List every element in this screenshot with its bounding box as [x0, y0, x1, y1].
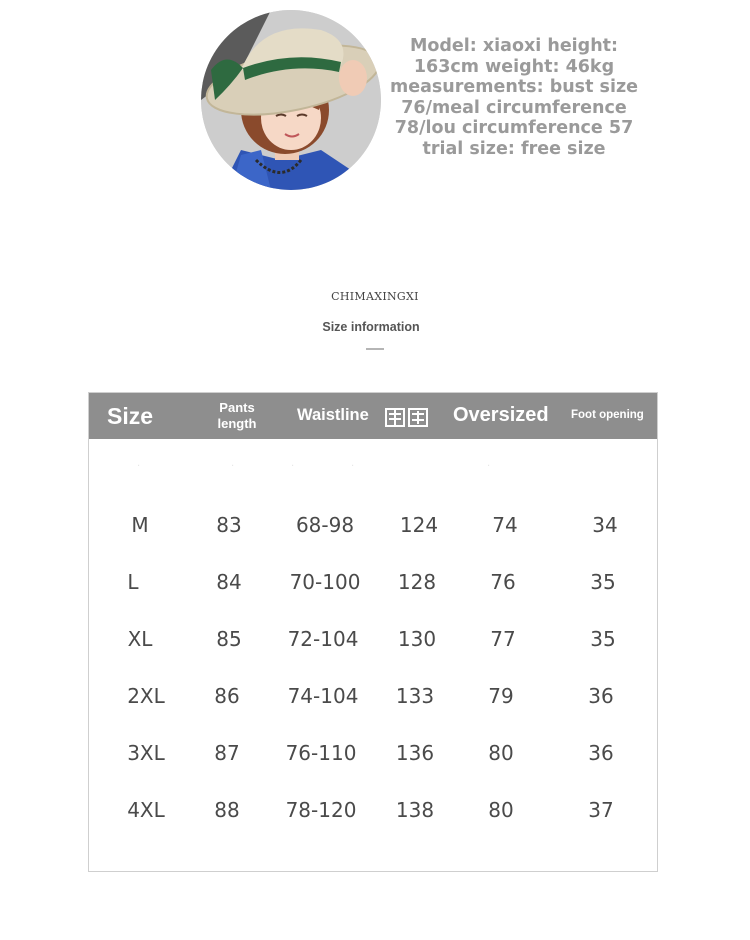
- cell-oversized: 77: [490, 627, 516, 651]
- model-avatar: [201, 10, 381, 190]
- cell-hip: 130: [397, 627, 437, 651]
- size-table-header: [89, 393, 657, 439]
- header-foot-opening: Foot opening: [571, 409, 644, 421]
- cell-pants-length: 85: [216, 627, 242, 651]
- hip-icon: [385, 406, 429, 428]
- cell-size: 4XL: [127, 798, 165, 822]
- cell-hip: 128: [397, 570, 437, 594]
- cell-size: 3XL: [127, 741, 165, 765]
- cell-pants-length: 87: [214, 741, 240, 765]
- cell-size: 2XL: [127, 684, 165, 708]
- cell-foot-opening: 35: [590, 570, 616, 594]
- cell-waistline: 68-98: [295, 513, 355, 537]
- section-subtitle: Size information: [322, 320, 420, 334]
- cell-foot-opening: 36: [588, 741, 614, 765]
- cell-waistline: 72-104: [287, 627, 359, 651]
- cell-hip: 124: [399, 513, 439, 537]
- size-table: [88, 392, 658, 872]
- model-info-line: 163cm weight: 46kg: [413, 56, 615, 77]
- header-size: Size: [107, 403, 154, 429]
- cell-hip: 136: [395, 741, 435, 765]
- faint-mark: ·: [137, 461, 141, 472]
- cell-pants-length: 88: [214, 798, 240, 822]
- model-info-line: Model: xiaoxi height:: [409, 36, 619, 56]
- cell-oversized: 80: [488, 741, 514, 765]
- cell-size: L: [127, 570, 139, 594]
- faint-mark: ·: [291, 461, 295, 472]
- cell-size: XL: [127, 627, 153, 651]
- cell-pants-length: 83: [216, 513, 242, 537]
- cell-waistline: 74-104: [287, 684, 359, 708]
- section-divider: [366, 348, 384, 350]
- cell-foot-opening: 36: [588, 684, 614, 708]
- cell-waistline: 76-110: [285, 741, 357, 765]
- cell-hip: 138: [395, 798, 435, 822]
- cell-foot-opening: 35: [590, 627, 616, 651]
- cell-foot-opening: 34: [592, 513, 618, 537]
- cell-foot-opening: 37: [588, 798, 614, 822]
- header-oversized: Oversized: [453, 404, 549, 426]
- cell-pants-length: 84: [216, 570, 242, 594]
- cell-oversized: 80: [488, 798, 514, 822]
- cell-oversized: 79: [488, 684, 514, 708]
- cell-oversized: 76: [490, 570, 516, 594]
- cell-oversized: 74: [492, 513, 518, 537]
- model-portrait-icon: [201, 10, 381, 190]
- model-info-line: 76/meal circumference: [401, 97, 627, 118]
- header-pants-length: Pants length: [217, 400, 257, 431]
- brand-title: CHIMAXINGXI: [331, 290, 419, 303]
- model-info-line: 78/lou circumference 57: [394, 118, 634, 138]
- cell-waistline: 78-120: [285, 798, 357, 822]
- cell-size: M: [131, 513, 149, 537]
- faint-mark: ·: [487, 461, 491, 472]
- faint-mark: ·: [231, 461, 235, 472]
- model-info-line: trial size: free size: [422, 138, 606, 159]
- cell-waistline: 70-100: [289, 570, 361, 594]
- model-info-line: measurements: bust size: [389, 77, 639, 97]
- cell-hip: 133: [395, 684, 435, 708]
- header-waistline: Waistline: [297, 406, 369, 424]
- faint-mark: ·: [351, 461, 355, 472]
- cell-pants-length: 86: [214, 684, 240, 708]
- model-info: [388, 36, 640, 159]
